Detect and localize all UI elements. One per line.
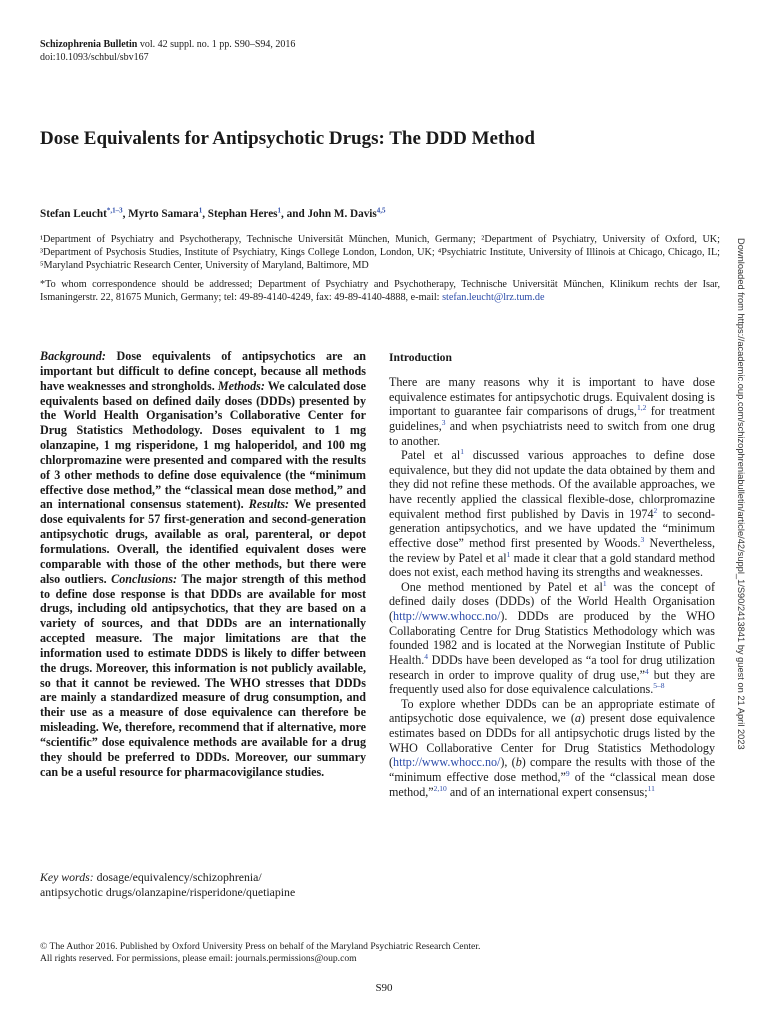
abstract	[40, 349, 366, 779]
article-title: Dose Equivalents for Antipsychotic Drugs: The DDD Method	[40, 128, 535, 149]
abstract-background: Dose equivalents of antipsychotics are an important but difficult to define concept, because all methods have weaknesses and strongholds.	[40, 349, 366, 393]
abstract-methods: We calculated dose equivalents based on defined daily doses (DDDs) presented by the World Health Organisation’s Collaborative Center for Drug Statistics Methodology. Doses equivalent to 1 mg olanzapine, 1 mg risperidone, 1 mg haloperidol, and 100 mg chlorpromazine were presented and compared with the results of 3 other methods to define dose equivalence (the “minimum effective dose method,” the “classical mean dose method,” and an international consensus statement).	[40, 378, 367, 512]
abstract-results: We presented dose equivalents for 57 first-generation and second-generation antipsychotic drugs, available as oral, parenteral, or depot formulations. Overall, the identified equivalent doses were comparable with those of the other methods, but there were also outliers.	[40, 497, 366, 586]
intro-paragraph-2: Patel et $al^1$ discussed various approaches to define dose equivalence, but they did not update the data obtained by them and they did not refine these methods. Of the available approaches, we have recently applied the classical flexible-dose, chlorpromazine equivalent method first published by Davis in 1974$^2$ to second-generation antipsychotics, and we have updated the “minimum effective dose” method first presented by Woods.$^3$ Nevertheless, the review by Patel et $al^1$ made it clear that a gold standard method does not exist, each method having its strengths and weaknesses.	[389, 447, 715, 580]
abstract-methods-label: Methods:	[217, 378, 265, 393]
citation-ref[interactable]: 2	[653, 505, 658, 515]
keywords	[40, 870, 370, 900]
citation-ref[interactable]: 5–8	[653, 681, 665, 691]
whocc-link[interactable]: http://www.whocc.no/	[393, 609, 501, 623]
author-leucht-affil[interactable]: *,1–3	[106, 206, 123, 215]
correspondence	[40, 278, 720, 304]
author-heres-affil[interactable]: 1	[277, 206, 282, 215]
download-watermark: Downloaded from https://academic.oup.com/schizophreniabulletin/article/42/suppl_1/S90/2413841 by guest on 21 April 2023	[736, 238, 746, 750]
copyright-line-2: All rights reserved. For permissions, please email: journals.permissions@oup.com	[40, 953, 357, 965]
author-samara-affil[interactable]: 1	[198, 206, 203, 215]
abstract-background-label: Background:	[40, 349, 106, 363]
intro-paragraph-3: One method mentioned by Patel et $al^1$ was the concept of defined daily doses (DDDs) of the World Health Organisation (http://www.whocc.no/). DDDs are produced by the WHO Collaborating Centre for Drug Statistics Methodology which was founded 1982 and is located at the Norwegian Institute of Public Health.$^4$ DDDs have been developed as “a tool for drug utilization research in order to improve quality of drug use,”$^4$ but they are frequently used also for dose equivalence calculations.$^{5-8}$	[389, 578, 715, 697]
author-davis[interactable]: , and John M. Davis	[281, 208, 377, 220]
keywords-line-2: antipsychotic drugs/olanzapine/risperidone/quetiapine	[40, 885, 296, 899]
copyright-notice	[40, 941, 720, 966]
correspondence-text: *To whom correspondence should be addressed; Department of Psychiatry and Psychotherapy, Technische Universität München, Klinikum rechts der Isar, Ismaningerstr. 22, 81675 Munich, Germany; tel: 49-89-4140-4249, fax: 49-89-4140-4888, e-mail:	[40, 279, 720, 304]
citation-ref[interactable]: 1	[460, 447, 465, 457]
citation-ref[interactable]: 1	[506, 549, 511, 559]
whocc-link[interactable]: http://www.whocc.no/	[393, 755, 501, 770]
author-samara[interactable]: , Myrto Samara	[122, 208, 199, 220]
journal-citation: vol. 42 suppl. no. 1 pp. S90–S94, 2016	[137, 39, 296, 50]
citation-ref[interactable]: 1,2	[636, 403, 647, 413]
introduction-body	[389, 375, 715, 799]
affiliations: ¹Department of Psychiatry and Psychotherapy, Technische Universität München, Munich, Germany; ²Department of Psychiatry, University of Oxford, UK; ³Department of Psychosis Studies, Institute of Psychiatry, Kings College London, London, UK; ⁴Psychiatric Institute, University of Illinois at Chicago, Chicago, IL; ⁵Maryland Psychiatric Research Center, University of Maryland, Baltimore, MD	[40, 234, 720, 272]
author-heres[interactable]: , Stephan Heres	[202, 208, 278, 220]
journal-name: Schizophrenia Bulletin	[40, 39, 138, 50]
citation-ref[interactable]: 1	[602, 578, 607, 588]
abstract-conclusions: The major strength of this method to define dose response is that DDDs are available for most drugs, including old antipsychotics, that they are based on a variety of sources, and that DDDs are an internationally accepted measure. The major limitations are that the information used to estimate DDDS is likely to differ between the drugs. Moreover, this information is not publicly available, so that it cannot be reviewed. The WHO stresses that DDDs are mainly a standardized measure of drug consumption, and their use as a measure of dose equivalence can therefore be misleading. We, therefore, recommend that if alternative, more “scientific” dose equivalence methods are available for a drug they should be preferred to DDDs. Moreover, our summary can be a useful resource for pharmacovigilance studies.	[40, 571, 366, 779]
citation-ref[interactable]: 9	[565, 768, 570, 778]
citation-ref[interactable]: 4	[644, 666, 649, 676]
correspondence-email-link[interactable]: stefan.leucht@lrz.tum.de	[442, 292, 545, 304]
citation-ref[interactable]: 3	[441, 417, 446, 427]
author-davis-affil[interactable]: 4,5	[376, 206, 386, 215]
keywords-label: Key words:	[40, 870, 94, 884]
introduction-heading: Introduction	[389, 351, 452, 364]
citation-ref[interactable]: 2,10	[433, 783, 447, 793]
citation-ref[interactable]: 11	[647, 783, 655, 793]
page-number: S90	[375, 982, 393, 994]
abstract-results-label: Results:	[248, 497, 290, 512]
citation-ref[interactable]: 4	[424, 651, 429, 661]
journal-header	[40, 38, 295, 64]
keywords-line-1: dosage/equivalency/schizophrenia/	[93, 870, 262, 884]
copyright-line-1: © The Author 2016. Published by Oxford University Press on behalf of the Maryland Psychiatric Research Center.	[40, 941, 481, 952]
journal-doi: doi:10.1093/schbul/sbv167	[40, 52, 149, 63]
intro-paragraph-1: There are many reasons why it is important to have dose equivalence estimates for antipsychotic drugs. Equivalent dosing is important to guarantee fair comparisons of drugs,$^{1,2}$ for treatment guidelines,$^3$ and when psychiatrists need to switch from one drug to another.	[389, 375, 715, 448]
author-list	[40, 208, 386, 220]
citation-ref[interactable]: 3	[640, 534, 645, 544]
intro-paragraph-4: To explore whether DDDs can be an appropriate estimate of antipsychotic dose equivalence, we (a) present dose equivalence estimates based on DDDs for all antipsychotic drugs listed by the WHO Collaborative Center for Drug Statistics Methodology (http://www.whocc.no/), (b) compare the results with those of the “minimum effective dose method,”$^9$ of the “classical mean dose method,”$^{2,10}$ and of an international expert consensus;$^{11}$	[389, 696, 716, 799]
abstract-conclusions-label: Conclusions:	[111, 571, 178, 586]
author-leucht[interactable]: Stefan Leucht	[40, 208, 107, 220]
